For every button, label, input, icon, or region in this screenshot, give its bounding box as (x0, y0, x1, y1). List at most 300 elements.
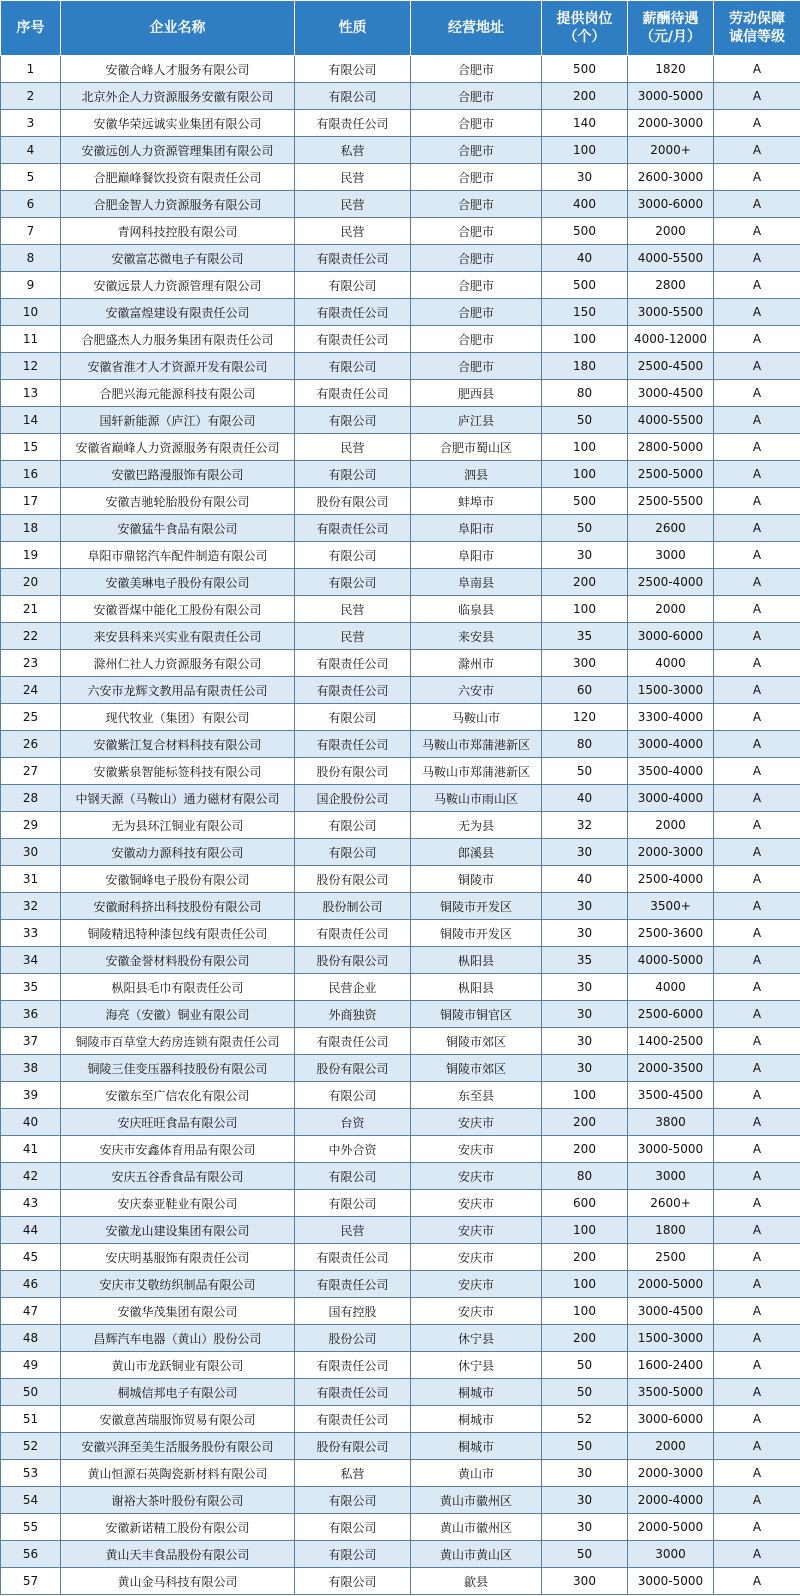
cell-salary: 4000-12000 (628, 326, 714, 353)
cell-positions: 30 (542, 1001, 628, 1028)
cell-credit-grade: A (714, 1514, 800, 1541)
cell-salary: 2000-5000 (628, 1271, 714, 1298)
cell-address: 黄山市徽州区 (411, 1487, 542, 1514)
table-row (1, 839, 800, 866)
cell-company-name: 现代牧业（集团）有限公司 (61, 704, 295, 731)
cell-index: 20 (1, 569, 61, 596)
cell-credit-grade: A (714, 299, 800, 326)
col-header-index: 序号 (1, 1, 61, 56)
cell-company-name: 安庆泰亚鞋业有限公司 (61, 1190, 295, 1217)
cell-address: 马鞍山市 (411, 704, 542, 731)
cell-index: 14 (1, 407, 61, 434)
table-row (1, 488, 800, 515)
cell-positions: 30 (542, 1028, 628, 1055)
col-header-company-name: 企业名称 (61, 1, 295, 56)
cell-credit-grade: A (714, 1352, 800, 1379)
cell-company-name: 昌辉汽车电器（黄山）股份公司 (61, 1325, 295, 1352)
cell-positions: 300 (542, 650, 628, 677)
cell-nature: 有限公司 (295, 542, 411, 569)
cell-salary: 3500-5000 (628, 1379, 714, 1406)
table-row (1, 1298, 800, 1325)
cell-nature: 民营 (295, 164, 411, 191)
cell-company-name: 桐城信邦电子有限公司 (61, 1379, 295, 1406)
cell-salary: 1400-2500 (628, 1028, 714, 1055)
cell-index: 41 (1, 1136, 61, 1163)
cell-salary: 2600 (628, 515, 714, 542)
cell-credit-grade: A (714, 1271, 800, 1298)
cell-positions: 120 (542, 704, 628, 731)
cell-positions: 100 (542, 1298, 628, 1325)
cell-address: 滁州市 (411, 650, 542, 677)
cell-address: 安庆市 (411, 1163, 542, 1190)
cell-credit-grade: A (714, 1487, 800, 1514)
header-row (1, 1, 800, 56)
cell-credit-grade: A (714, 434, 800, 461)
cell-company-name: 安徽合峰人才服务有限公司 (61, 56, 295, 83)
cell-index: 19 (1, 542, 61, 569)
cell-company-name: 安徽龙山建设集团有限公司 (61, 1217, 295, 1244)
cell-address: 枞阳县 (411, 974, 542, 1001)
cell-salary: 4000 (628, 974, 714, 1001)
cell-nature: 有限责任公司 (295, 1028, 411, 1055)
cell-index: 24 (1, 677, 61, 704)
cell-index: 28 (1, 785, 61, 812)
cell-positions: 32 (542, 812, 628, 839)
cell-nature: 有限公司 (295, 812, 411, 839)
cell-salary: 2000-3000 (628, 839, 714, 866)
cell-company-name: 安徽巴路漫服饰有限公司 (61, 461, 295, 488)
cell-nature: 有限公司 (295, 1568, 411, 1595)
cell-address: 来安县 (411, 623, 542, 650)
cell-address: 临泉县 (411, 596, 542, 623)
cell-positions: 100 (542, 596, 628, 623)
cell-salary: 2500-5500 (628, 488, 714, 515)
cell-credit-grade: A (714, 245, 800, 272)
cell-index: 12 (1, 353, 61, 380)
cell-company-name: 无为县环江铜业有限公司 (61, 812, 295, 839)
cell-company-name: 铜陵精迅特种漆包线有限责任公司 (61, 920, 295, 947)
cell-index: 8 (1, 245, 61, 272)
cell-nature: 有限公司 (295, 83, 411, 110)
cell-salary: 3000-5000 (628, 1568, 714, 1595)
table-row (1, 650, 800, 677)
cell-positions: 500 (542, 488, 628, 515)
cell-company-name: 枞阳县毛巾有限责任公司 (61, 974, 295, 1001)
cell-address: 安庆市 (411, 1271, 542, 1298)
cell-credit-grade: A (714, 974, 800, 1001)
cell-index: 21 (1, 596, 61, 623)
table-row (1, 515, 800, 542)
cell-salary: 2800-5000 (628, 434, 714, 461)
cell-nature: 有限公司 (295, 704, 411, 731)
cell-credit-grade: A (714, 83, 800, 110)
cell-company-name: 安徽吉驰轮胎股份有限公司 (61, 488, 295, 515)
cell-credit-grade: A (714, 677, 800, 704)
cell-index: 2 (1, 83, 61, 110)
cell-salary: 2000+ (628, 137, 714, 164)
cell-address: 合肥市 (411, 83, 542, 110)
cell-salary: 2000 (628, 812, 714, 839)
cell-company-name: 安徽富煌建设有限责任公司 (61, 299, 295, 326)
cell-nature: 有限责任公司 (295, 515, 411, 542)
cell-credit-grade: A (714, 164, 800, 191)
cell-company-name: 安徽意茜瑞服饰贸易有限公司 (61, 1406, 295, 1433)
table-row (1, 1271, 800, 1298)
cell-company-name: 安徽远景人力资源管理有限公司 (61, 272, 295, 299)
cell-positions: 40 (542, 785, 628, 812)
cell-index: 53 (1, 1460, 61, 1487)
cell-salary: 3800 (628, 1109, 714, 1136)
cell-company-name: 安庆旺旺食品有限公司 (61, 1109, 295, 1136)
cell-index: 18 (1, 515, 61, 542)
cell-salary: 4000-5500 (628, 407, 714, 434)
cell-positions: 30 (542, 893, 628, 920)
cell-salary: 3000 (628, 542, 714, 569)
table-row (1, 812, 800, 839)
cell-index: 47 (1, 1298, 61, 1325)
cell-index: 54 (1, 1487, 61, 1514)
cell-credit-grade: A (714, 218, 800, 245)
cell-positions: 30 (542, 1514, 628, 1541)
cell-company-name: 安徽华茂集团有限公司 (61, 1298, 295, 1325)
cell-address: 阜阳市 (411, 515, 542, 542)
cell-credit-grade: A (714, 893, 800, 920)
cell-company-name: 北京外企人力资源服务安徽有限公司 (61, 83, 295, 110)
cell-company-name: 黄山恒源石英陶瓷新材料有限公司 (61, 1460, 295, 1487)
table-row (1, 569, 800, 596)
cell-nature: 私营 (295, 1460, 411, 1487)
cell-address: 安庆市 (411, 1298, 542, 1325)
cell-nature: 有限公司 (295, 353, 411, 380)
cell-address: 合肥市 (411, 137, 542, 164)
table-row (1, 623, 800, 650)
cell-positions: 30 (542, 1460, 628, 1487)
cell-index: 49 (1, 1352, 61, 1379)
cell-positions: 30 (542, 974, 628, 1001)
cell-salary: 2500-5000 (628, 461, 714, 488)
table-row (1, 218, 800, 245)
cell-credit-grade: A (714, 1136, 800, 1163)
cell-company-name: 安徽远创人力资源管理集团有限公司 (61, 137, 295, 164)
cell-positions: 500 (542, 272, 628, 299)
cell-nature: 有限公司 (295, 461, 411, 488)
cell-positions: 100 (542, 1082, 628, 1109)
cell-credit-grade: A (714, 1163, 800, 1190)
table-row (1, 461, 800, 488)
cell-address: 马鞍山市郑蒲港新区 (411, 758, 542, 785)
cell-credit-grade: A (714, 947, 800, 974)
cell-nature: 有限公司 (295, 1190, 411, 1217)
cell-salary: 3000-6000 (628, 623, 714, 650)
cell-address: 枞阳县 (411, 947, 542, 974)
cell-nature: 股份有限公司 (295, 866, 411, 893)
table-row (1, 407, 800, 434)
cell-positions: 50 (542, 1541, 628, 1568)
cell-address: 铜陵市开发区 (411, 920, 542, 947)
cell-positions: 200 (542, 569, 628, 596)
table-row (1, 1487, 800, 1514)
cell-salary: 4000-5500 (628, 245, 714, 272)
cell-nature: 民营企业 (295, 974, 411, 1001)
cell-positions: 50 (542, 1379, 628, 1406)
cell-index: 34 (1, 947, 61, 974)
cell-credit-grade: A (714, 1298, 800, 1325)
table-row (1, 245, 800, 272)
cell-credit-grade: A (714, 353, 800, 380)
cell-nature: 台资 (295, 1109, 411, 1136)
cell-nature: 中外合资 (295, 1136, 411, 1163)
cell-index: 32 (1, 893, 61, 920)
cell-salary: 2000 (628, 218, 714, 245)
table-row (1, 542, 800, 569)
cell-address: 桐城市 (411, 1406, 542, 1433)
cell-positions: 30 (542, 542, 628, 569)
table-row (1, 974, 800, 1001)
cell-credit-grade: A (714, 812, 800, 839)
cell-credit-grade: A (714, 650, 800, 677)
cell-credit-grade: A (714, 1568, 800, 1595)
cell-positions: 100 (542, 461, 628, 488)
cell-address: 肥西县 (411, 380, 542, 407)
cell-address: 休宁县 (411, 1352, 542, 1379)
cell-company-name: 国轩新能源（庐江）有限公司 (61, 407, 295, 434)
cell-nature: 有限公司 (295, 1541, 411, 1568)
table-row (1, 1217, 800, 1244)
cell-index: 16 (1, 461, 61, 488)
cell-nature: 国企股份公司 (295, 785, 411, 812)
cell-positions: 30 (542, 1487, 628, 1514)
table-row (1, 1379, 800, 1406)
cell-company-name: 谢裕大茶叶股份有限公司 (61, 1487, 295, 1514)
cell-nature: 股份有限公司 (295, 488, 411, 515)
table-row (1, 326, 800, 353)
cell-credit-grade: A (714, 1109, 800, 1136)
cell-nature: 有限公司 (295, 1487, 411, 1514)
cell-company-name: 安徽华荣远诚实业集团有限公司 (61, 110, 295, 137)
cell-index: 45 (1, 1244, 61, 1271)
cell-nature: 有限责任公司 (295, 731, 411, 758)
table-row (1, 380, 800, 407)
cell-positions: 50 (542, 758, 628, 785)
cell-nature: 有限公司 (295, 56, 411, 83)
cell-nature: 有限责任公司 (295, 1271, 411, 1298)
cell-credit-grade: A (714, 1379, 800, 1406)
cell-salary: 2000-3500 (628, 1055, 714, 1082)
cell-credit-grade: A (714, 839, 800, 866)
table-row (1, 1352, 800, 1379)
table-row (1, 83, 800, 110)
cell-address: 黄山市徽州区 (411, 1514, 542, 1541)
cell-index: 5 (1, 164, 61, 191)
cell-company-name: 安徽东至广信农化有限公司 (61, 1082, 295, 1109)
cell-index: 27 (1, 758, 61, 785)
cell-salary: 3000-4500 (628, 1298, 714, 1325)
table-row (1, 56, 800, 83)
cell-address: 黄山市黄山区 (411, 1541, 542, 1568)
cell-address: 合肥市 (411, 245, 542, 272)
cell-index: 15 (1, 434, 61, 461)
cell-company-name: 阜阳市鼎铭汽车配件制造有限公司 (61, 542, 295, 569)
cell-company-name: 铜陵市百草堂大药房连锁有限责任公司 (61, 1028, 295, 1055)
cell-nature: 有限责任公司 (295, 380, 411, 407)
cell-nature: 有限公司 (295, 1082, 411, 1109)
cell-salary: 2800 (628, 272, 714, 299)
cell-company-name: 安庆五谷香食品有限公司 (61, 1163, 295, 1190)
cell-nature: 民营 (295, 191, 411, 218)
table-row (1, 1244, 800, 1271)
table-row (1, 731, 800, 758)
cell-address: 合肥市 (411, 218, 542, 245)
table-row (1, 1514, 800, 1541)
cell-address: 铜陵市郊区 (411, 1028, 542, 1055)
cell-index: 40 (1, 1109, 61, 1136)
cell-address: 泗县 (411, 461, 542, 488)
cell-positions: 200 (542, 1136, 628, 1163)
cell-nature: 有限公司 (295, 1163, 411, 1190)
cell-address: 休宁县 (411, 1325, 542, 1352)
cell-nature: 民营 (295, 596, 411, 623)
cell-positions: 150 (542, 299, 628, 326)
cell-positions: 60 (542, 677, 628, 704)
cell-nature: 有限公司 (295, 839, 411, 866)
cell-salary: 3500+ (628, 893, 714, 920)
cell-salary: 3500-4000 (628, 758, 714, 785)
table-row (1, 1460, 800, 1487)
cell-salary: 3000-5000 (628, 1136, 714, 1163)
table-row (1, 299, 800, 326)
cell-company-name: 安徽金誉材料股份有限公司 (61, 947, 295, 974)
cell-address: 合肥市 (411, 110, 542, 137)
cell-address: 黄山市 (411, 1460, 542, 1487)
cell-credit-grade: A (714, 1028, 800, 1055)
table-row (1, 1325, 800, 1352)
cell-address: 铜陵市 (411, 866, 542, 893)
cell-credit-grade: A (714, 623, 800, 650)
cell-address: 安庆市 (411, 1244, 542, 1271)
cell-address: 蚌埠市 (411, 488, 542, 515)
cell-credit-grade: A (714, 1406, 800, 1433)
cell-index: 38 (1, 1055, 61, 1082)
cell-positions: 30 (542, 1055, 628, 1082)
cell-salary: 2000-3000 (628, 1460, 714, 1487)
cell-address: 无为县 (411, 812, 542, 839)
col-header-nature: 性质 (295, 1, 411, 56)
cell-positions: 50 (542, 1433, 628, 1460)
cell-positions: 600 (542, 1190, 628, 1217)
cell-index: 1 (1, 56, 61, 83)
cell-address: 安庆市 (411, 1217, 542, 1244)
cell-positions: 30 (542, 839, 628, 866)
col-header-salary: 薪酬待遇 （元/月） (628, 1, 714, 56)
cell-nature: 股份有限公司 (295, 1055, 411, 1082)
table-row (1, 353, 800, 380)
cell-credit-grade: A (714, 1325, 800, 1352)
cell-salary: 1500-3000 (628, 1325, 714, 1352)
table-row (1, 191, 800, 218)
cell-index: 37 (1, 1028, 61, 1055)
cell-address: 合肥市 (411, 191, 542, 218)
table-row (1, 758, 800, 785)
cell-index: 11 (1, 326, 61, 353)
table-row (1, 1082, 800, 1109)
cell-credit-grade: A (714, 731, 800, 758)
table-row (1, 1568, 800, 1595)
cell-nature: 有限公司 (295, 1514, 411, 1541)
cell-index: 13 (1, 380, 61, 407)
cell-address: 合肥市 (411, 164, 542, 191)
table-row (1, 1028, 800, 1055)
cell-nature: 外商独资 (295, 1001, 411, 1028)
cell-salary: 2000-3000 (628, 110, 714, 137)
cell-company-name: 安徽紫江复合材料科技有限公司 (61, 731, 295, 758)
table-row (1, 1136, 800, 1163)
cell-salary: 2500-6000 (628, 1001, 714, 1028)
cell-nature: 有限责任公司 (295, 1244, 411, 1271)
cell-salary: 4000-5000 (628, 947, 714, 974)
cell-index: 51 (1, 1406, 61, 1433)
cell-nature: 股份公司 (295, 1325, 411, 1352)
table-row (1, 947, 800, 974)
cell-salary: 2000-4000 (628, 1487, 714, 1514)
cell-credit-grade: A (714, 191, 800, 218)
cell-company-name: 安徽省巅峰人力资源服务有限责任公司 (61, 434, 295, 461)
cell-nature: 有限公司 (295, 272, 411, 299)
cell-positions: 500 (542, 56, 628, 83)
cell-nature: 民营 (295, 623, 411, 650)
cell-nature: 有限责任公司 (295, 650, 411, 677)
cell-salary: 3000 (628, 1541, 714, 1568)
cell-index: 17 (1, 488, 61, 515)
cell-credit-grade: A (714, 56, 800, 83)
cell-positions: 300 (542, 1568, 628, 1595)
cell-positions: 80 (542, 731, 628, 758)
cell-index: 7 (1, 218, 61, 245)
cell-company-name: 黄山市龙跃铜业有限公司 (61, 1352, 295, 1379)
cell-index: 57 (1, 1568, 61, 1595)
cell-company-name: 黄山天丰食品股份有限公司 (61, 1541, 295, 1568)
cell-address: 六安市 (411, 677, 542, 704)
cell-salary: 3000-4000 (628, 785, 714, 812)
cell-index: 6 (1, 191, 61, 218)
cell-index: 43 (1, 1190, 61, 1217)
cell-company-name: 安徽兴湃至美生活服务股份有限公司 (61, 1433, 295, 1460)
cell-company-name: 六安市龙辉文教用品有限责任公司 (61, 677, 295, 704)
cell-salary: 3300-4000 (628, 704, 714, 731)
cell-company-name: 安徽省淮才人才资源开发有限公司 (61, 353, 295, 380)
cell-salary: 1800 (628, 1217, 714, 1244)
cell-salary: 2000-5000 (628, 1514, 714, 1541)
cell-index: 22 (1, 623, 61, 650)
cell-company-name: 安庆市安鑫体育用品有限公司 (61, 1136, 295, 1163)
cell-salary: 2500 (628, 1244, 714, 1271)
cell-index: 46 (1, 1271, 61, 1298)
cell-address: 铜陵市铜官区 (411, 1001, 542, 1028)
col-header-positions: 提供岗位 （个） (542, 1, 628, 56)
table-row (1, 893, 800, 920)
cell-company-name: 安徽耐科挤出科技股份有限公司 (61, 893, 295, 920)
cell-address: 合肥市 (411, 56, 542, 83)
cell-credit-grade: A (714, 110, 800, 137)
cell-credit-grade: A (714, 866, 800, 893)
table-body (1, 56, 800, 1595)
cell-address: 桐城市 (411, 1433, 542, 1460)
cell-address: 阜南县 (411, 569, 542, 596)
cell-credit-grade: A (714, 596, 800, 623)
cell-credit-grade: A (714, 1217, 800, 1244)
cell-positions: 200 (542, 83, 628, 110)
cell-company-name: 安徽新诺精工股份有限公司 (61, 1514, 295, 1541)
cell-credit-grade: A (714, 542, 800, 569)
